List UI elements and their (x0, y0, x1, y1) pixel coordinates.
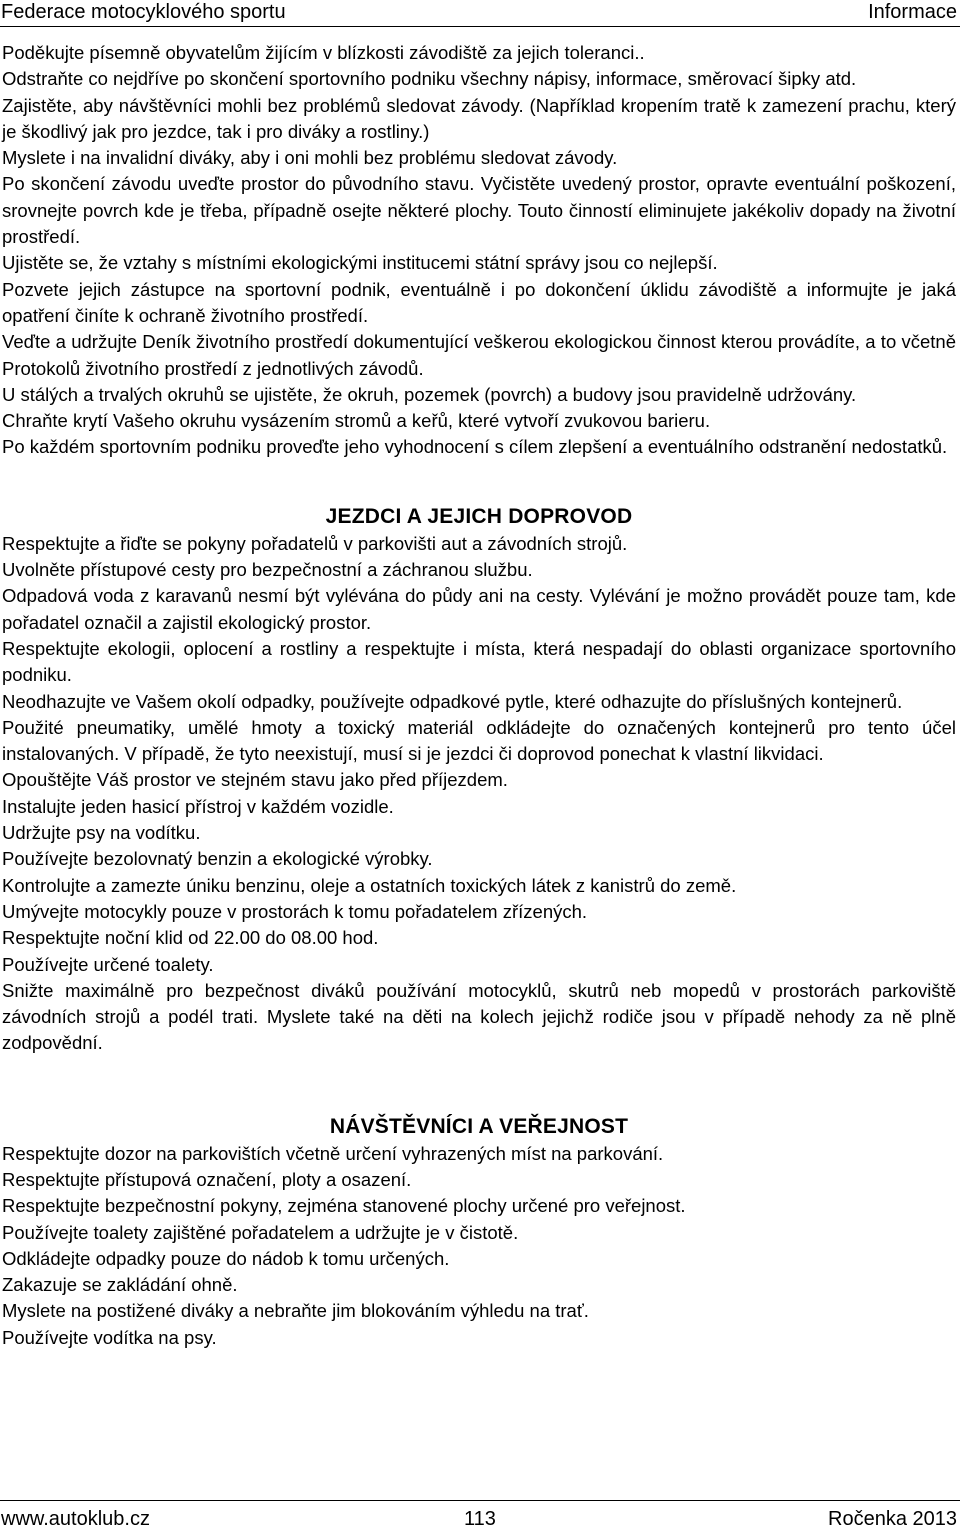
paragraph: Respektujte dozor na parkovištích včetně určení vyhrazených míst na parkování. (2, 1142, 664, 1164)
footer-website: www.autoklub.cz (1, 1508, 150, 1530)
paragraph: Po skončení závodu uveďte prostor do původního stavu. Vyčistěte uvedený prostor, opravte eventuální poškození, srovnejte povrch kde je třeba, případně osejte některé plochy. Touto činností eliminujete jakékoliv dopady na životní prostředí. (2, 173, 956, 248)
paragraph: Snižte maximálně pro bezpečnost diváků používání motocyklů, skutrů neb mopedů v prostorách parkoviště závodních strojů a podél trati. Myslete také na děti na kolech jejichž rodiče jsou v případě nehody za ně plně zodpovědní. (2, 979, 956, 1054)
paragraph: Odpadová voda z karavanů nesmí být vylévána do půdy ani na cesty. Vylévání je možno provádět pouze tam, kde pořadatel označil a zajistil ekologický prostor. (2, 585, 956, 633)
paragraph: Používejte určené toalety. (2, 953, 214, 975)
paragraph: Zajistěte, aby návštěvníci mohli bez problémů sledovat závody. (Například kropením tratě k zamezení prachu, který je škodlivý jak pro jezdce, tak i pro diváky a rostliny.) (2, 94, 956, 142)
paragraph: Veďte a udržujte Deník životního prostředí dokumentující veškerou ekologickou činnost kterou provádíte, a to včetně Protokolů životního prostředí z jednotlivých závodů. (2, 331, 956, 379)
paragraph: Po každém sportovním podniku proveďte jeho vyhodnocení s cílem zlepšení a eventuálního odstranění nedostatků. (2, 436, 948, 458)
section-heading-visitors: NÁVŠTĚVNÍCI A VEŘEJNOST (329, 1114, 629, 1138)
paragraph: Respektujte bezpečnostní pokyny, zejména stanovené plochy určené pro veřejnost. (2, 1195, 686, 1217)
paragraph: Pozvete jejich zástupce na sportovní podnik, eventuálně i po dokončení úklidu závodiště a informujte je jaká opatření činíte k ochraně životního prostředí. (2, 278, 956, 326)
paragraph: Poděkujte písemně obyvatelům žijícím v blízkosti závodiště za jejich toleranci.. (2, 42, 645, 63)
paragraph: Respektujte přístupová označení, ploty a osazení. (2, 1168, 412, 1190)
paragraph: Zakazuje se zakládání ohně. (2, 1274, 238, 1296)
paragraph: Respektujte noční klid od 22.00 do 08.00 hod. (2, 927, 379, 949)
paragraph: Umývejte motocykly pouze v prostorách k tomu pořadatelem zřízených. (2, 900, 588, 922)
page-header (0, 0, 960, 27)
paragraph: Uvolněte přístupové cesty pro bezpečnostní a záchranou službu. (2, 559, 533, 581)
paragraph: Myslete i na invalidní diváky, aby i oni mohli bez problému sledovat závody. (2, 147, 618, 169)
paragraph: Opouštějte Váš prostor ve stejném stavu jako před příjezdem. (2, 769, 508, 791)
header-section: Informace (868, 1, 957, 23)
paragraph: Kontrolujte a zamezte úniku benzinu, oleje a ostatních toxických látek z kanistrů do země. (2, 874, 737, 896)
paragraph: Používejte vodítka na psy. (2, 1326, 217, 1348)
section-riders (2, 503, 956, 1057)
paragraph: Použité pneumatiky, umělé hmoty a toxický materiál odkládejte do označených kontejnerů pro tento účel instalovaných. V případě, že tyto neexistují, musí si je jezdci či doprovod ponechat k vlastní likvidaci. (2, 716, 956, 765)
section-heading-riders: JEZDCI A JEJICH DOPROVOD (325, 504, 633, 528)
paragraph: Myslete na postižené diváky a nebraňte jim blokováním výhledu na trať. (2, 1300, 589, 1322)
paragraph: Odstraňte co nejdříve po skončení sportovního podniku všechny nápisy, informace, směrovací šipky atd. (2, 68, 857, 90)
page-number: 113 (464, 1508, 496, 1530)
section-visitors (2, 1113, 956, 1351)
section-spacer (2, 461, 956, 503)
paragraph: Chraňte krytí Vašeho okruhu vysázením stromů a keřů, které vytvoří zvukovou barieru. (2, 410, 711, 432)
footer-yearbook: Ročenka 2013 (828, 1508, 957, 1530)
page-footer (0, 1500, 960, 1536)
paragraph: Používejte bezolovnatý benzin a ekologické výrobky. (2, 848, 433, 870)
paragraph: Respektujte ekologii, oplocení a rostliny a respektujte i místa, která nespadají do oblasti organizace sportovního podniku. (2, 637, 956, 686)
section-organizers (2, 40, 956, 461)
paragraph: Udržujte psy na vodítku. (2, 822, 201, 844)
paragraph: Používejte toalety zajištěné pořadatelem a udržujte je v čistotě. (2, 1221, 519, 1243)
header-publisher: Federace motocyklového sportu (1, 1, 286, 23)
paragraph: Respektujte a řiďte se pokyny pořadatelů v parkovišti aut a závodních strojů. (2, 532, 628, 554)
paragraph: U stálých a trvalých okruhů se ujistěte, že okruh, pozemek (povrch) a budovy jsou pravidelně udržovány. (2, 383, 857, 405)
paragraph: Neodhazujte ve Vašem okolí odpadky, používejte odpadkové pytle, které odhazujte do příslušných kontejnerů. (2, 690, 903, 712)
paragraph: Odkládejte odpadky pouze do nádob k tomu určených. (2, 1247, 450, 1269)
paragraph: Instalujte jeden hasicí přístroj v každém vozidle. (2, 795, 394, 817)
section-spacer (2, 1057, 956, 1113)
page-content (2, 40, 956, 1351)
paragraph: Ujistěte se, že vztahy s místními ekologickými institucemi státní správy jsou co nejlepší. (2, 252, 718, 274)
